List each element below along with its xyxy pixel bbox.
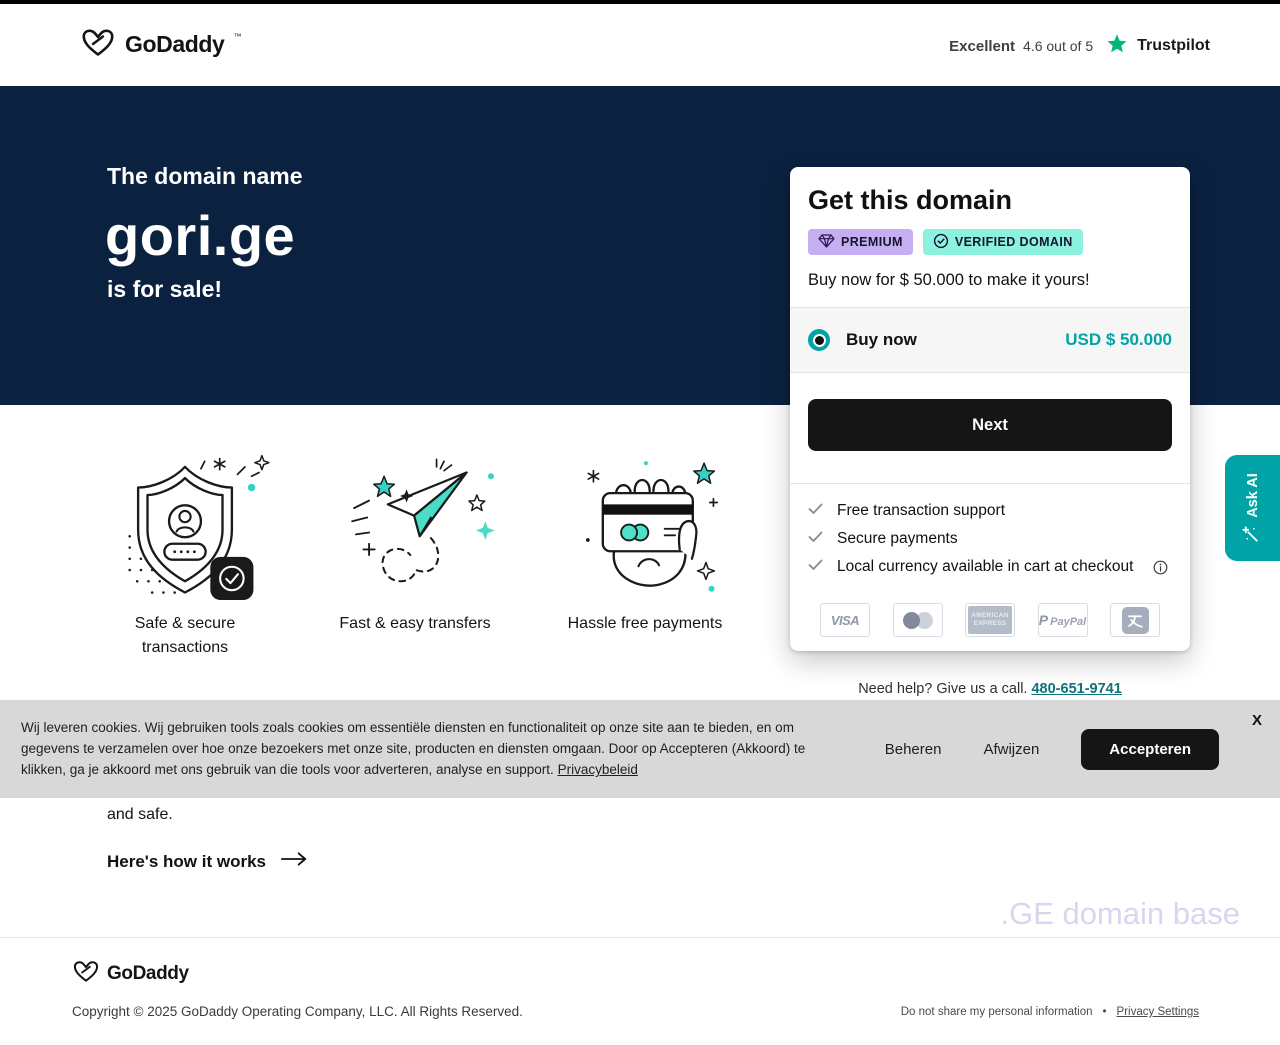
bullet-separator: • xyxy=(1102,1006,1107,1018)
get-domain-card xyxy=(790,167,1190,651)
ask-ai-label: Ask AI xyxy=(1244,472,1261,518)
godaddy-heart-icon xyxy=(80,26,116,63)
shield-user-icon xyxy=(90,450,280,600)
godaddy-heart-icon xyxy=(72,958,100,989)
benefit-fast-transfers xyxy=(300,450,530,660)
trademark-symbol: ™ xyxy=(233,32,242,41)
amex-icon: AMERICAN EXPRESS xyxy=(965,603,1015,637)
premium-badge-label: PREMIUM xyxy=(841,235,903,249)
help-line xyxy=(790,681,1190,697)
decline-cookies-button[interactable]: Afwijzen xyxy=(983,740,1040,758)
godaddy-logo[interactable] xyxy=(80,26,241,63)
trustpilot-brand: Trustpilot xyxy=(1137,37,1210,54)
do-not-share-link[interactable]: Do not share my personal information xyxy=(900,1006,1093,1018)
footer-godaddy-logo[interactable] xyxy=(72,958,189,989)
checklist-item xyxy=(808,497,1172,525)
info-icon[interactable] xyxy=(1153,560,1168,575)
cookie-banner xyxy=(0,700,1280,798)
price-value: USD $ 50.000 xyxy=(1065,330,1172,349)
magic-wand-icon xyxy=(1242,525,1263,543)
checklist-label: Local currency available in cart at checkout xyxy=(837,558,1134,575)
benefit-label: Safe & secure transactions xyxy=(134,615,236,656)
arrow-right-icon xyxy=(280,851,308,872)
footer-links xyxy=(901,1006,1199,1018)
partial-paragraph-text: and safe. xyxy=(107,806,173,823)
benefit-label: Fast & easy transfers xyxy=(339,615,491,632)
verified-domain-badge xyxy=(923,229,1083,255)
card-title: Get this domain xyxy=(808,185,1013,215)
checklist-item xyxy=(808,553,1172,581)
trustpilot-rating[interactable] xyxy=(949,34,1210,58)
mastercard-icon xyxy=(893,603,943,637)
checklist-label: Secure payments xyxy=(837,530,958,547)
how-it-works-label: Here's how it works xyxy=(107,851,266,871)
paper-plane-icon xyxy=(320,450,510,600)
ask-ai-button[interactable] xyxy=(1225,455,1280,561)
visa-icon: VISA xyxy=(820,603,870,637)
verified-badge-label: VERIFIED DOMAIN xyxy=(954,235,1073,249)
manage-cookies-button[interactable]: Beheren xyxy=(884,740,942,758)
domain-name: gori.ge xyxy=(105,204,296,267)
premium-badge xyxy=(808,229,913,255)
paypal-icon: P PayPal xyxy=(1038,603,1088,637)
card-in-hand-icon xyxy=(550,450,740,600)
next-button[interactable]: Next xyxy=(808,399,1172,451)
benefits-row xyxy=(70,450,760,660)
cookie-actions xyxy=(885,700,1219,798)
privacy-settings-link[interactable]: Privacy Settings xyxy=(1116,1006,1199,1018)
ge-domain-base-watermark: .GE domain base xyxy=(1000,896,1240,931)
buy-now-radio[interactable] xyxy=(808,329,830,351)
help-text: Need help? Give us a call. xyxy=(858,681,1028,697)
benefit-safe-secure xyxy=(70,450,300,660)
footer-godaddy-wordmark: GoDaddy xyxy=(107,962,189,984)
privacy-policy-link[interactable]: Privacybeleid xyxy=(557,762,638,777)
buy-now-option-label: Buy now xyxy=(846,330,917,349)
close-icon[interactable]: X xyxy=(1251,712,1262,729)
header xyxy=(0,4,1280,86)
diamond-icon xyxy=(818,234,835,251)
payment-methods-row xyxy=(808,603,1172,651)
trustpilot-rating-label: Excellent xyxy=(949,37,1016,55)
hero-intro-text: The domain name xyxy=(107,163,303,189)
buy-now-line: Buy now for $ 50.000 to make it yours! xyxy=(808,271,1090,289)
checkmark-icon xyxy=(808,502,823,520)
alipay-icon xyxy=(1110,603,1160,637)
trustpilot-score: 4.6 out of 5 xyxy=(1023,38,1094,54)
cookie-message: Wij leveren cookies. Wij gebruiken tools zoals cookies om essentiële diensten en functionaliteit op onze site aan te bieden, en om gegevens te verzamelen over hoe onze bezoekers met onze site, producten en diensten omgaan. Door op Accepteren (Akkoord) te klikken, ga je akkoord met ons gebruik van die tools voor adverteren, analyse en support. Privacybeleid xyxy=(21,720,806,777)
benefit-label: Hassle free payments xyxy=(567,615,723,632)
copyright-text: Copyright © 2025 GoDaddy Operating Company, LLC. All Rights Reserved. xyxy=(72,1004,523,1019)
checkmark-icon xyxy=(808,530,823,548)
godaddy-wordmark: GoDaddy xyxy=(125,31,225,57)
phone-link[interactable]: 480-651-9741 xyxy=(1031,681,1122,697)
buy-now-option-row[interactable] xyxy=(790,307,1190,373)
how-it-works-link[interactable] xyxy=(107,851,308,872)
benefit-hassle-free xyxy=(530,450,760,660)
accept-cookies-button[interactable]: Accepteren xyxy=(1081,729,1219,770)
feature-checklist xyxy=(808,484,1172,581)
check-circle-icon xyxy=(933,233,949,252)
checklist-item xyxy=(808,525,1172,553)
footer xyxy=(0,937,1280,1045)
badges-row xyxy=(808,229,1172,255)
checkmark-icon xyxy=(808,558,823,576)
checklist-label: Free transaction support xyxy=(837,502,1006,519)
trustpilot-star-icon xyxy=(1107,34,1127,58)
hero-outro-text: is for sale! xyxy=(107,276,223,302)
